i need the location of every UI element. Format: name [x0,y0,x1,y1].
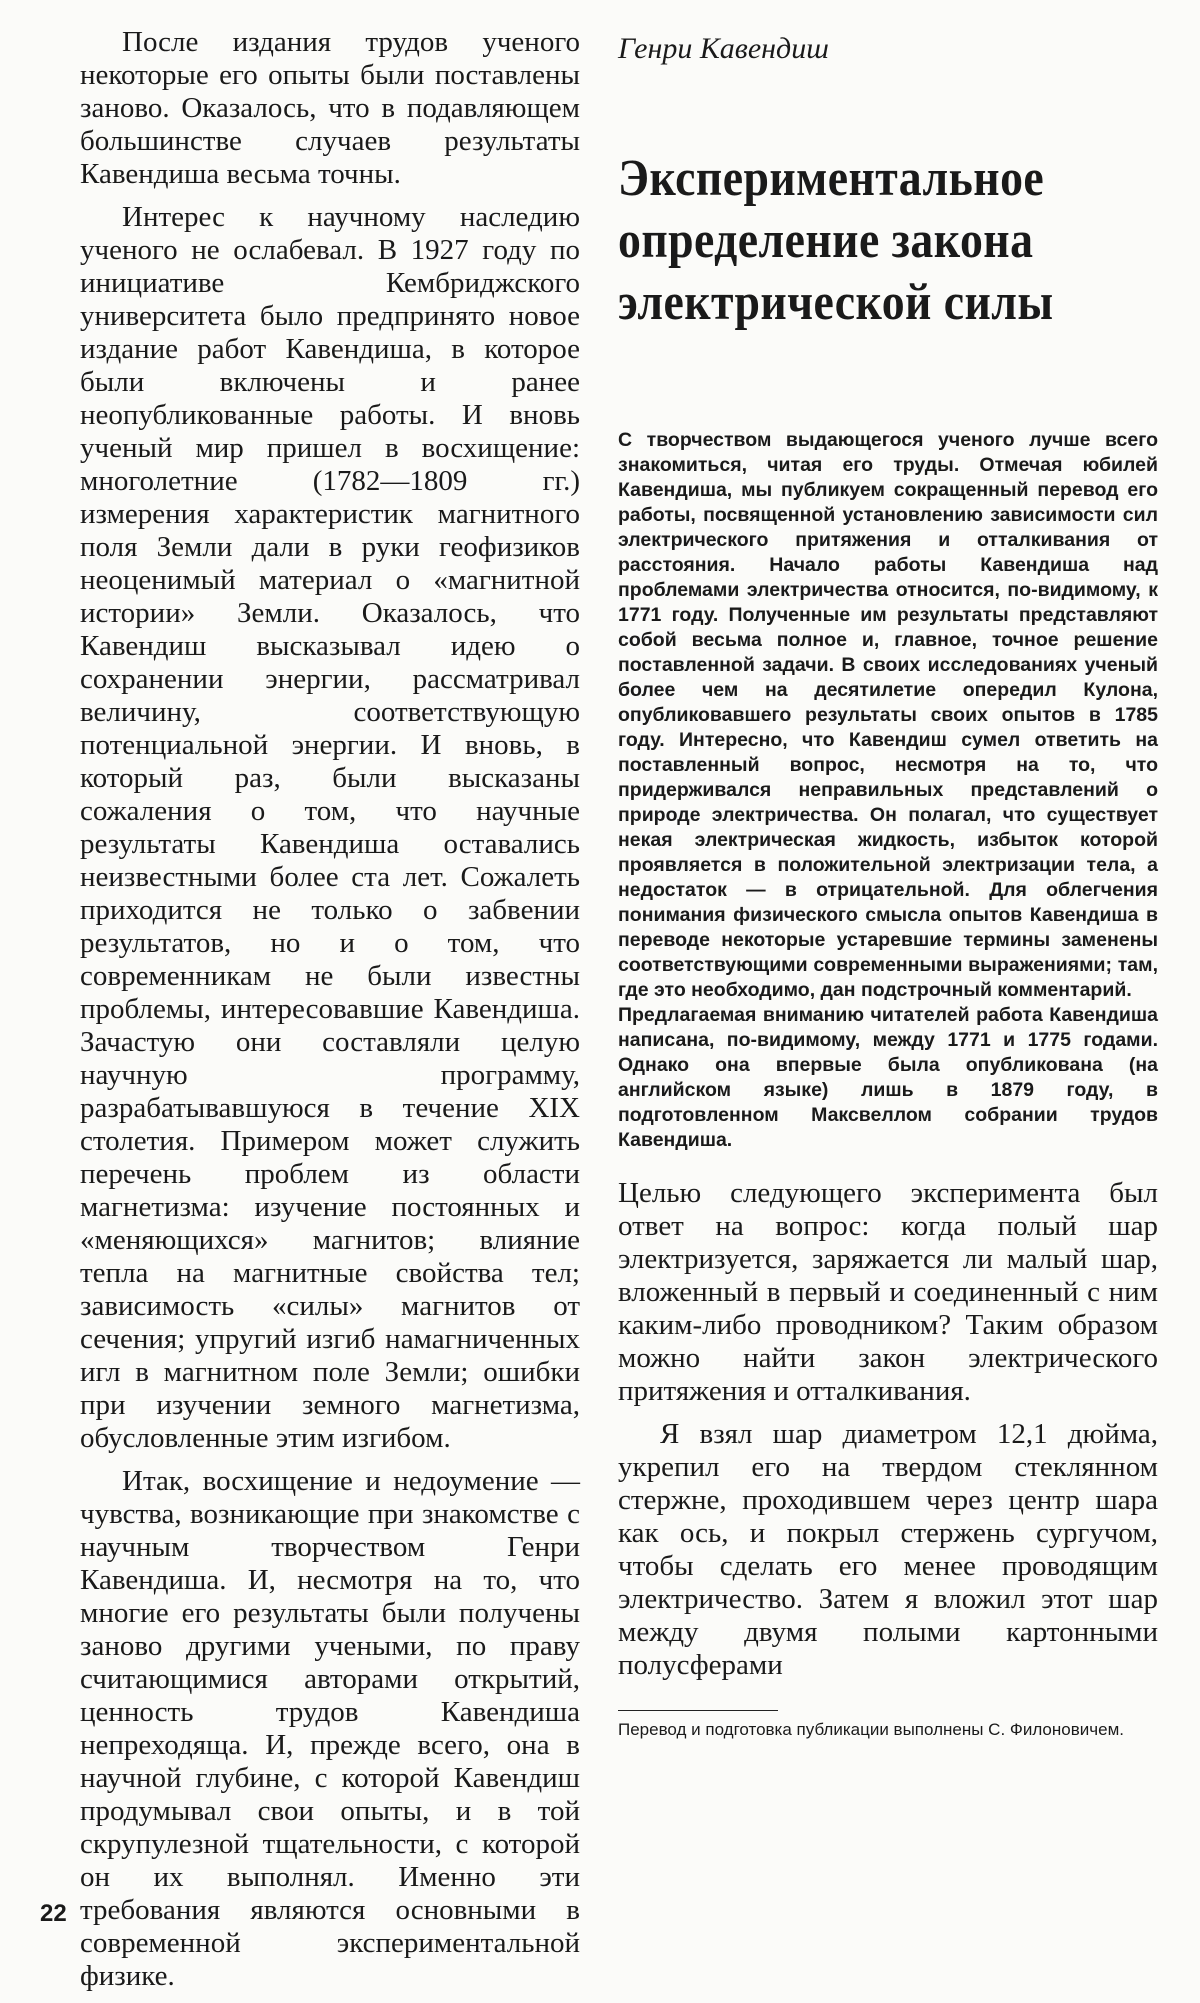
article-title: Экспериментальное определение закона электрической силы [618,150,1054,331]
left-column [80,26,580,2003]
article-body [618,1177,1158,1682]
page-number: 22 [40,1900,67,1927]
right-column [618,26,1158,1741]
left-paragraph-3: Итак, восхищение и недоумение — чувства, возникающие при знакомстве с научным творчеством Генри Кавендиша. И, несмотря на то, что многие его результаты были получены заново другими учеными, по праву считающимися авторами открытий, ценность трудов Кавендиша непреходяща. И, прежде всего, она в научной глубине, с которой Кавендиш продумывал свои опыты, и в той скрупулезной тщательности, с которой он их выполнял. Именно эти требования являются основными в современной экспериментальной физике. [80,1465,580,1992]
left-paragraph-2: Интерес к научному наследию ученого не ослабевал. В 1927 году по инициативе Кембриджского университета было предпринято новое издание работ Кавендиша, в которое были включены и ранее неопубликованные работы. И вновь ученый мир пришел в восхищение: многолетние (1782—1809 гг.) измерения характеристик магнитного поля Земли дали в руки геофизиков неоценимый материал о «магнитной истории» Земли. Оказалось, что Кавендиш высказывал идею о сохранении энергии, рассматривал величину, соответствующую потенциальной энергии. И вновь, в который раз, были высказаны сожаления о том, что научные результаты Кавендиша оставались неизвестными более ста лет. Сожалеть приходится не только о забвении результатов, но и о том, что современникам не были известны проблемы, интересовавшие Кавендиша. Зачастую они составляли целую научную программу, разрабатывавшуюся в течение XIX столетия. Примером может служить перечень проблем из области магнетизма: изучение постоянных и «меняющихся» магнитов; влияние тепла на магнитные свойства тел; зависимость «силы» магнитов от сечения; упругий изгиб намагниченных игл в магнитном поле Земли; ошибки при изучении земного магнетизма, обусловленные этим изгибом. [80,201,580,1454]
body-paragraph-2: Я взял шар диаметром 12,1 дюйма, укрепил его на твердом стеклянном стержне, проходившем через центр шара как ось, и покрыл стержень сургучом, чтобы сделать его менее проводящим электричество. Затем я вложил этот шар между двумя полыми картонными полусферами [618,1418,1158,1681]
article-intro [618,428,1158,1153]
footnote-divider [618,1710,778,1711]
article-author: Генри Кавендиш [618,32,829,65]
body-paragraph-1: Целью следующего эксперимента был ответ на вопрос: когда полый шар электризуется, заряжается ли малый шар, вложенный в первый и соединенный с ним каким-либо проводником? Таким образом можно найти закон электрического притяжения и отталкивания. [618,1177,1158,1407]
intro-paragraph-1: С творчеством выдающегося ученого лучше всего знакомиться, читая его труды. Отмечая юбилей Кавендиша, мы публикуем сокращенный перевод его работы, посвященной установлению зависимости сил электрического притяжения и отталкивания от расстояния. Начало работы Кавендиша над проблемами электричества относится, по-видимому, к 1771 году. Полученные им результаты представляют собой весьма полное и, главное, точное решение поставленной задачи. В своих исследованиях ученый более чем на десятилетие опередил Кулона, опубликовавшего результаты своих опытов в 1785 году. Интересно, что Кавендиш сумел ответить на поставленный вопрос, несмотря на то, что придерживался неправильных представлений о природе электричества. Он полагал, что существует некая электрическая жидкость, избыток которой проявляется в положительной электризации тела, а недостаток — в отрицательной. Для облегчения понимания физического смысла опытов Кавендиша в переводе некоторые устаревшие термины заменены соответствующими современными выражениями; там, где это необходимо, дан подстрочный комментарий. [618,429,1158,1001]
footnote: Перевод и подготовка публикации выполнены С. Филоновичем. [618,1720,1124,1739]
left-paragraph-1: После издания трудов ученого некоторые его опыты были поставлены заново. Оказалось, что в подавляющем большинстве случаев результаты Кавендиша весьма точны. [80,26,580,190]
intro-paragraph-2: Предлагаемая вниманию читателей работа Кавендиша написана, по-видимому, между 1771 и 1775 годами. Однако она впервые была опубликована (на английском языке) лишь в 1879 году, в подготовленном Максвеллом собрании трудов Кавендиша. [618,1004,1158,1151]
